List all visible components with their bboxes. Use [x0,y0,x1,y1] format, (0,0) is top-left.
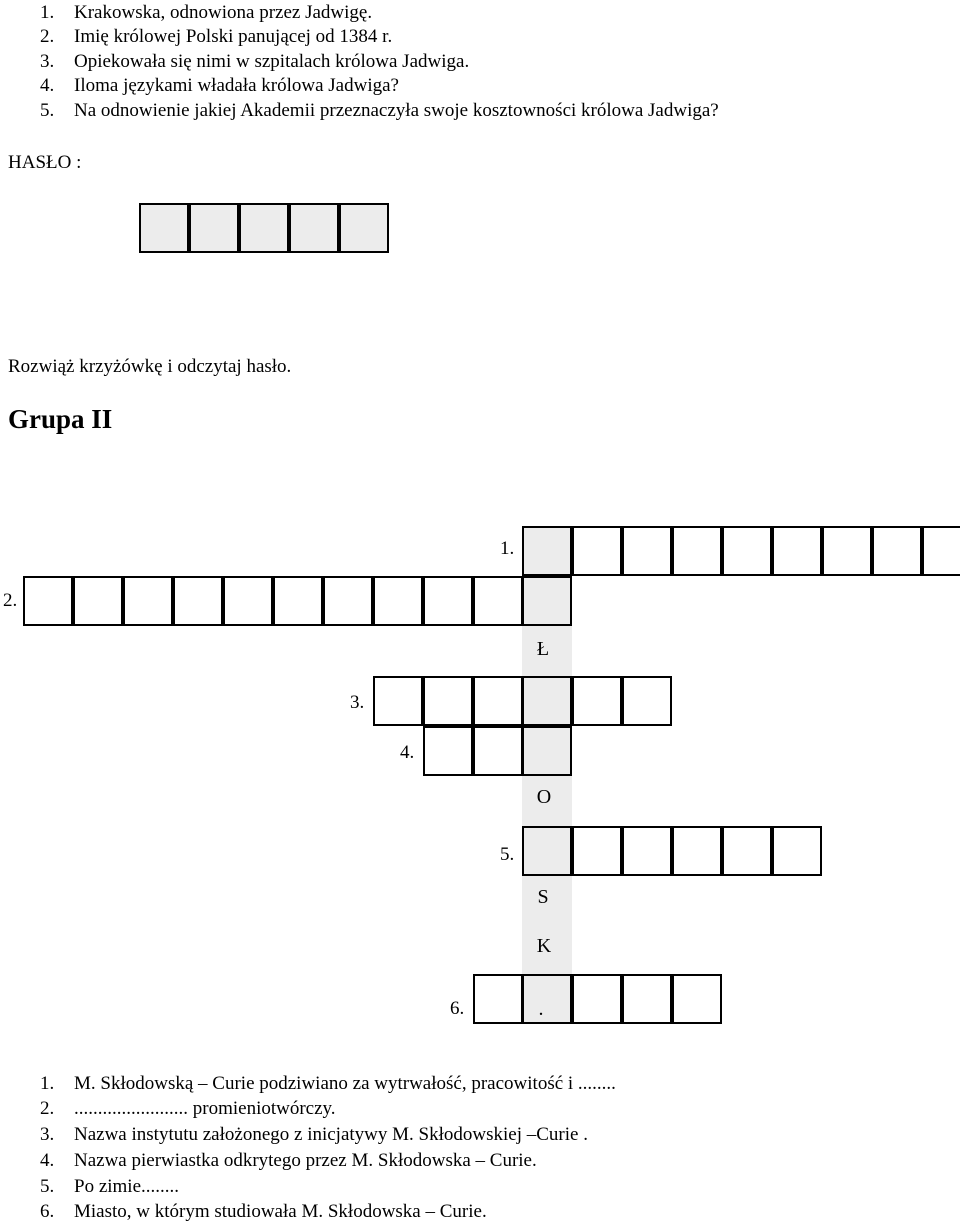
crossword-cell[interactable] [622,526,672,576]
crossword-cell[interactable] [373,676,423,726]
crossword-cell[interactable] [622,826,672,876]
crossword-cell[interactable] [473,576,523,626]
crossword-cell[interactable] [872,526,922,576]
crossword-cell[interactable] [123,576,173,626]
key-letter: O [536,786,552,808]
password-cell[interactable] [339,203,389,253]
password-cell[interactable] [139,203,189,253]
crossword-cell[interactable] [73,576,123,626]
row-number-1: 1. [500,538,515,559]
group-title: Grupa II [8,404,113,434]
password-cell[interactable] [239,203,289,253]
question-5: 5. Na odnowienie jakiej Akademii przeznaczyła swoje kosztowności królowa Jadwiga? [40,100,719,121]
crossword-cell[interactable] [772,526,822,576]
crossword-cell[interactable] [23,576,73,626]
row-number-4: 4. [400,742,415,763]
crossword-cell[interactable] [722,526,772,576]
crossword-cell[interactable] [672,826,722,876]
question-3: 3. Opiekowała się nimi w szpitalach królowa Jadwiga. [40,51,470,72]
instruction-text: Rozwiąż krzyżówkę i odczytaj hasło. [8,356,292,377]
clue-3: 3. Nazwa instytutu założonego z inicjatywy M. Skłodowskiej –Curie . [40,1124,588,1145]
password-cell[interactable] [289,203,339,253]
crossword-cell[interactable] [473,676,523,726]
haslo-label: HASŁO : [8,152,82,173]
clue-5: 5. Po zimie........ [40,1176,180,1197]
crossword-cell[interactable] [323,576,373,626]
key-letter: Ł [536,638,550,660]
clue-1: 1. M. Skłodowską – Curie podziwiano za wytrwałość, pracowitość i ........ [40,1073,616,1094]
crossword-cell[interactable] [522,726,572,776]
key-letter: . [538,998,544,1020]
crossword-cell[interactable] [522,526,572,576]
question-4: 4. Iloma językami władała królowa Jadwiga? [40,75,399,96]
crossword-cell[interactable] [173,576,223,626]
crossword-cell[interactable] [423,726,473,776]
clue-6: 6. Miasto, w którym studiowała M. Skłodowska – Curie. [40,1201,487,1222]
crossword-cell[interactable] [922,526,960,576]
crossword-cell[interactable] [572,526,622,576]
key-letter: S [537,886,549,908]
crossword-cell[interactable] [423,576,473,626]
crossword-cell[interactable] [572,826,622,876]
crossword-cell[interactable] [373,576,423,626]
crossword-cell[interactable] [622,974,672,1024]
crossword-cell[interactable] [672,526,722,576]
crossword-cell[interactable] [522,576,572,626]
crossword-cell[interactable] [572,974,622,1024]
question-2: 2. Imię królowej Polski panującej od 1384 r. [40,26,393,47]
password-cell[interactable] [189,203,239,253]
clue-2: 2. ........................ promieniotwórczy. [40,1098,336,1119]
crossword-cell[interactable] [522,826,572,876]
crossword-cell[interactable] [672,974,722,1024]
crossword-cell[interactable] [273,576,323,626]
clue-4: 4. Nazwa pierwiastka odkrytego przez M. Skłodowska – Curie. [40,1150,537,1171]
crossword-cell[interactable] [822,526,872,576]
row-number-2: 2. [3,590,18,611]
row-number-5: 5. [500,844,515,865]
crossword-cell[interactable] [722,826,772,876]
row-number-6: 6. [450,998,465,1019]
question-1: 1. Krakowska, odnowiona przez Jadwigę. [40,2,373,23]
key-letter: K [536,935,552,957]
crossword-cell[interactable] [522,676,572,726]
crossword-cell[interactable] [473,726,523,776]
crossword-cell[interactable] [772,826,822,876]
row-number-3: 3. [350,692,365,713]
crossword-cell[interactable] [572,676,622,726]
crossword-cell[interactable] [622,676,672,726]
crossword-cell[interactable] [423,676,473,726]
crossword-cell[interactable] [223,576,273,626]
